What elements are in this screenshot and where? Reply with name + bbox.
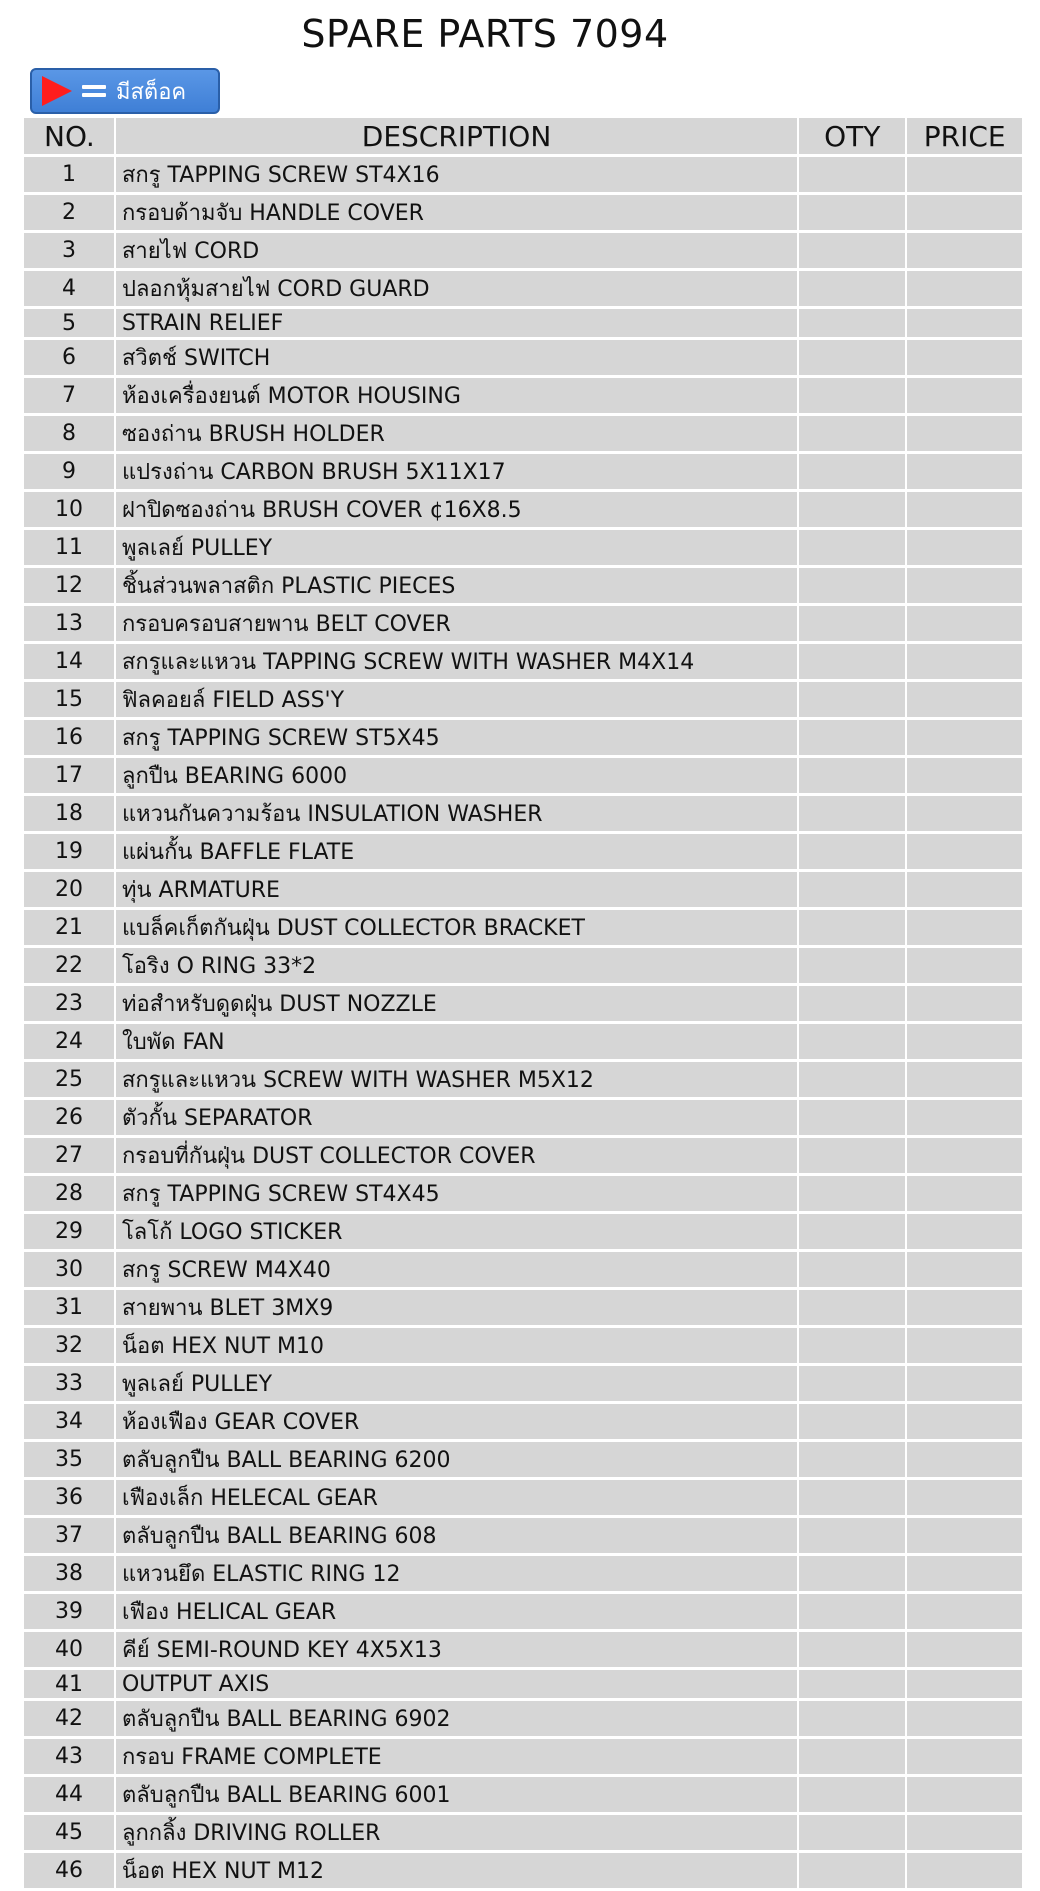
price-cell xyxy=(907,1366,1022,1401)
quantity-cell xyxy=(799,758,905,793)
price-cell xyxy=(907,1214,1022,1249)
part-number-cell: 34 xyxy=(24,1404,114,1439)
quantity-cell xyxy=(799,1176,905,1211)
quantity-cell xyxy=(799,416,905,451)
part-description-cell: สายพาน BLET 3MX9 xyxy=(116,1290,797,1325)
quantity-cell xyxy=(799,1853,905,1888)
part-description-cell: โอริง O RING 33*2 xyxy=(116,948,797,983)
quantity-cell xyxy=(799,720,905,755)
part-description-cell: กรอบครอบสายพาน BELT COVER xyxy=(116,606,797,641)
part-number-cell: 24 xyxy=(24,1024,114,1059)
table-row xyxy=(24,644,1022,679)
price-cell xyxy=(907,271,1022,306)
table-row xyxy=(24,834,1022,869)
table-row xyxy=(24,1024,1022,1059)
quantity-cell xyxy=(799,644,905,679)
table-row xyxy=(24,416,1022,451)
part-number-cell: 30 xyxy=(24,1252,114,1287)
price-cell xyxy=(907,233,1022,268)
part-description-cell: ตลับลูกปืน BALL BEARING 6200 xyxy=(116,1442,797,1477)
quantity-cell xyxy=(799,1138,905,1173)
table-row xyxy=(24,1777,1022,1812)
part-description-cell: สกรู TAPPING SCREW ST4X16 xyxy=(116,157,797,192)
table-row xyxy=(24,340,1022,375)
part-number-cell: 21 xyxy=(24,910,114,945)
part-number-cell: 8 xyxy=(24,416,114,451)
part-number-cell: 22 xyxy=(24,948,114,983)
price-cell xyxy=(907,1024,1022,1059)
part-description-cell: ลูกปืน BEARING 6000 xyxy=(116,758,797,793)
price-cell xyxy=(907,1480,1022,1515)
part-description-cell: ห้องเครื่องยนต์ MOTOR HOUSING xyxy=(116,378,797,413)
quantity-cell xyxy=(799,1328,905,1363)
quantity-cell xyxy=(799,1518,905,1553)
table-row xyxy=(24,1739,1022,1774)
quantity-cell xyxy=(799,1777,905,1812)
part-number-cell: 36 xyxy=(24,1480,114,1515)
part-number-cell: 6 xyxy=(24,340,114,375)
part-description-cell: แปรงถ่าน CARBON BRUSH 5X11X17 xyxy=(116,454,797,489)
part-description-cell: พูลเลย์ PULLEY xyxy=(116,530,797,565)
part-description-cell: เฟืองเล็ก HELECAL GEAR xyxy=(116,1480,797,1515)
table-row xyxy=(24,1252,1022,1287)
price-cell xyxy=(907,1328,1022,1363)
table-row xyxy=(24,1214,1022,1249)
quantity-cell xyxy=(799,1739,905,1774)
part-number-cell: 29 xyxy=(24,1214,114,1249)
quantity-cell xyxy=(799,492,905,527)
price-cell xyxy=(907,1404,1022,1439)
part-number-cell: 31 xyxy=(24,1290,114,1325)
price-cell xyxy=(907,948,1022,983)
price-cell xyxy=(907,1138,1022,1173)
part-description-cell: สกรู TAPPING SCREW ST4X45 xyxy=(116,1176,797,1211)
quantity-cell xyxy=(799,1701,905,1736)
part-number-cell: 23 xyxy=(24,986,114,1021)
price-cell xyxy=(907,157,1022,192)
price-cell xyxy=(907,872,1022,907)
quantity-cell xyxy=(799,309,905,337)
quantity-cell xyxy=(799,1670,905,1698)
table-row xyxy=(24,568,1022,603)
price-cell xyxy=(907,1701,1022,1736)
table-row xyxy=(24,1480,1022,1515)
header-qty: OTY xyxy=(799,118,905,154)
part-number-cell: 43 xyxy=(24,1739,114,1774)
part-description-cell: กรอบที่กันฝุ่น DUST COLLECTOR COVER xyxy=(116,1138,797,1173)
table-row xyxy=(24,1138,1022,1173)
quantity-cell xyxy=(799,910,905,945)
table-row xyxy=(24,530,1022,565)
part-description-cell: แหวนกันความร้อน INSULATION WASHER xyxy=(116,796,797,831)
part-number-cell: 14 xyxy=(24,644,114,679)
price-cell xyxy=(907,1518,1022,1553)
price-cell xyxy=(907,1176,1022,1211)
quantity-cell xyxy=(799,233,905,268)
price-cell xyxy=(907,1556,1022,1591)
in-stock-legend-button[interactable] xyxy=(30,68,220,114)
part-description-cell: สกรูและแหวน TAPPING SCREW WITH WASHER M4X14 xyxy=(116,644,797,679)
quantity-cell xyxy=(799,872,905,907)
part-number-cell: 27 xyxy=(24,1138,114,1173)
table-row xyxy=(24,1442,1022,1477)
table-row xyxy=(24,454,1022,489)
quantity-cell xyxy=(799,271,905,306)
table-row xyxy=(24,1670,1022,1698)
quantity-cell xyxy=(799,1556,905,1591)
part-description-cell: พูลเลย์ PULLEY xyxy=(116,1366,797,1401)
part-number-cell: 19 xyxy=(24,834,114,869)
table-header-row xyxy=(24,118,1022,154)
table-row xyxy=(24,309,1022,337)
quantity-cell xyxy=(799,1100,905,1135)
part-number-cell: 10 xyxy=(24,492,114,527)
quantity-cell xyxy=(799,682,905,717)
price-cell xyxy=(907,834,1022,869)
quantity-cell xyxy=(799,1632,905,1667)
price-cell xyxy=(907,378,1022,413)
part-description-cell: ฟิลคอยล์ FIELD ASS'Y xyxy=(116,682,797,717)
part-description-cell: แหวนยึด ELASTIC RING 12 xyxy=(116,1556,797,1591)
price-cell xyxy=(907,309,1022,337)
price-cell xyxy=(907,720,1022,755)
part-number-cell: 7 xyxy=(24,378,114,413)
quantity-cell xyxy=(799,1024,905,1059)
page-title: SPARE PARTS 7094 xyxy=(301,12,669,56)
table-row xyxy=(24,1328,1022,1363)
price-cell xyxy=(907,1777,1022,1812)
part-description-cell: น็อต HEX NUT M10 xyxy=(116,1328,797,1363)
part-number-cell: 37 xyxy=(24,1518,114,1553)
part-number-cell: 1 xyxy=(24,157,114,192)
quantity-cell xyxy=(799,195,905,230)
part-description-cell: แบล็คเก็ตกันฝุ่น DUST COLLECTOR BRACKET xyxy=(116,910,797,945)
table-row xyxy=(24,872,1022,907)
quantity-cell xyxy=(799,796,905,831)
part-number-cell: 45 xyxy=(24,1815,114,1850)
price-cell xyxy=(907,1062,1022,1097)
price-cell xyxy=(907,1594,1022,1629)
table-row xyxy=(24,378,1022,413)
quantity-cell xyxy=(799,1366,905,1401)
table-row xyxy=(24,948,1022,983)
part-description-cell: กรอบ FRAME COMPLETE xyxy=(116,1739,797,1774)
part-description-cell: ชิ้นส่วนพลาสติก PLASTIC PIECES xyxy=(116,568,797,603)
header-price: PRICE xyxy=(907,118,1022,154)
table-row xyxy=(24,758,1022,793)
part-number-cell: 39 xyxy=(24,1594,114,1629)
table-row xyxy=(24,1404,1022,1439)
part-number-cell: 13 xyxy=(24,606,114,641)
quantity-cell xyxy=(799,606,905,641)
quantity-cell xyxy=(799,834,905,869)
price-cell xyxy=(907,644,1022,679)
price-cell xyxy=(907,492,1022,527)
part-description-cell: ตลับลูกปืน BALL BEARING 608 xyxy=(116,1518,797,1553)
price-cell xyxy=(907,1442,1022,1477)
part-description-cell: สกรู TAPPING SCREW ST5X45 xyxy=(116,720,797,755)
part-description-cell: คีย์ SEMI-ROUND KEY 4X5X13 xyxy=(116,1632,797,1667)
part-number-cell: 20 xyxy=(24,872,114,907)
part-number-cell: 2 xyxy=(24,195,114,230)
part-description-cell: ปลอกหุ้มสายไฟ CORD GUARD xyxy=(116,271,797,306)
part-number-cell: 32 xyxy=(24,1328,114,1363)
table-row xyxy=(24,1632,1022,1667)
part-number-cell: 15 xyxy=(24,682,114,717)
part-description-cell: สกรูและแหวน SCREW WITH WASHER M5X12 xyxy=(116,1062,797,1097)
part-number-cell: 5 xyxy=(24,309,114,337)
price-cell xyxy=(907,195,1022,230)
table-row xyxy=(24,157,1022,192)
table-row xyxy=(24,720,1022,755)
price-cell xyxy=(907,1853,1022,1888)
part-description-cell: ฝาปิดซองถ่าน BRUSH COVER ¢16X8.5 xyxy=(116,492,797,527)
part-number-cell: 28 xyxy=(24,1176,114,1211)
part-number-cell: 18 xyxy=(24,796,114,831)
table-row xyxy=(24,1290,1022,1325)
table-row xyxy=(24,1853,1022,1888)
part-number-cell: 42 xyxy=(24,1701,114,1736)
in-stock-label: มีสต็อค xyxy=(116,79,187,105)
part-number-cell: 25 xyxy=(24,1062,114,1097)
quantity-cell xyxy=(799,1290,905,1325)
table-row xyxy=(24,1366,1022,1401)
table-row xyxy=(24,1594,1022,1629)
price-cell xyxy=(907,340,1022,375)
quantity-cell xyxy=(799,1062,905,1097)
price-cell xyxy=(907,1815,1022,1850)
part-description-cell: STRAIN RELIEF xyxy=(116,309,797,337)
table-row xyxy=(24,1518,1022,1553)
price-cell xyxy=(907,1632,1022,1667)
quantity-cell xyxy=(799,1815,905,1850)
price-cell xyxy=(907,1739,1022,1774)
table-row xyxy=(24,1815,1022,1850)
play-icon xyxy=(42,76,72,106)
table-row xyxy=(24,606,1022,641)
part-number-cell: 11 xyxy=(24,530,114,565)
part-description-cell: ท่อสำหรับดูดฝุ่น DUST NOZZLE xyxy=(116,986,797,1021)
price-cell xyxy=(907,758,1022,793)
part-number-cell: 41 xyxy=(24,1670,114,1698)
price-cell xyxy=(907,568,1022,603)
part-number-cell: 26 xyxy=(24,1100,114,1135)
table-row xyxy=(24,1100,1022,1135)
part-number-cell: 35 xyxy=(24,1442,114,1477)
quantity-cell xyxy=(799,1442,905,1477)
spare-parts-table xyxy=(22,115,1024,1891)
table-row xyxy=(24,1701,1022,1736)
part-number-cell: 3 xyxy=(24,233,114,268)
table-body xyxy=(24,157,1022,1888)
price-cell xyxy=(907,1670,1022,1698)
part-description-cell: ซองถ่าน BRUSH HOLDER xyxy=(116,416,797,451)
part-number-cell: 33 xyxy=(24,1366,114,1401)
price-cell xyxy=(907,530,1022,565)
quantity-cell xyxy=(799,157,905,192)
price-cell xyxy=(907,796,1022,831)
quantity-cell xyxy=(799,378,905,413)
quantity-cell xyxy=(799,454,905,489)
table-row xyxy=(24,796,1022,831)
quantity-cell xyxy=(799,1404,905,1439)
price-cell xyxy=(907,1100,1022,1135)
part-number-cell: 46 xyxy=(24,1853,114,1888)
part-description-cell: ใบพัด FAN xyxy=(116,1024,797,1059)
part-description-cell: แผ่นกั้น BAFFLE FLATE xyxy=(116,834,797,869)
part-description-cell: ห้องเฟือง GEAR COVER xyxy=(116,1404,797,1439)
part-number-cell: 4 xyxy=(24,271,114,306)
quantity-cell xyxy=(799,530,905,565)
header-no: NO. xyxy=(24,118,114,154)
part-description-cell: น็อต HEX NUT M12 xyxy=(116,1853,797,1888)
price-cell xyxy=(907,910,1022,945)
table-row xyxy=(24,233,1022,268)
part-description-cell: ตลับลูกปืน BALL BEARING 6001 xyxy=(116,1777,797,1812)
quantity-cell xyxy=(799,1480,905,1515)
price-cell xyxy=(907,986,1022,1021)
part-description-cell: กรอบด้ามจับ HANDLE COVER xyxy=(116,195,797,230)
part-description-cell: โลโก้ LOGO STICKER xyxy=(116,1214,797,1249)
table-row xyxy=(24,1062,1022,1097)
part-number-cell: 9 xyxy=(24,454,114,489)
part-description-cell: ทุ่น ARMATURE xyxy=(116,872,797,907)
table-row xyxy=(24,682,1022,717)
part-number-cell: 16 xyxy=(24,720,114,755)
quantity-cell xyxy=(799,1594,905,1629)
quantity-cell xyxy=(799,1214,905,1249)
quantity-cell xyxy=(799,948,905,983)
quantity-cell xyxy=(799,986,905,1021)
price-cell xyxy=(907,416,1022,451)
part-description-cell: สายไฟ CORD xyxy=(116,233,797,268)
table-row xyxy=(24,271,1022,306)
price-cell xyxy=(907,682,1022,717)
price-cell xyxy=(907,454,1022,489)
part-number-cell: 12 xyxy=(24,568,114,603)
part-description-cell: สวิตช์ SWITCH xyxy=(116,340,797,375)
part-description-cell: ตลับลูกปืน BALL BEARING 6902 xyxy=(116,1701,797,1736)
part-number-cell: 38 xyxy=(24,1556,114,1591)
part-description-cell: ลูกกลิ้ง DRIVING ROLLER xyxy=(116,1815,797,1850)
table-row xyxy=(24,1556,1022,1591)
table-row xyxy=(24,492,1022,527)
price-cell xyxy=(907,1252,1022,1287)
quantity-cell xyxy=(799,340,905,375)
part-number-cell: 17 xyxy=(24,758,114,793)
equals-icon xyxy=(82,83,106,99)
price-cell xyxy=(907,606,1022,641)
table-row xyxy=(24,1176,1022,1211)
table-row xyxy=(24,986,1022,1021)
header-description: DESCRIPTION xyxy=(116,118,797,154)
table-row xyxy=(24,195,1022,230)
part-description-cell: เฟือง HELICAL GEAR xyxy=(116,1594,797,1629)
part-number-cell: 40 xyxy=(24,1632,114,1667)
quantity-cell xyxy=(799,1252,905,1287)
quantity-cell xyxy=(799,568,905,603)
part-description-cell: ตัวกั้น SEPARATOR xyxy=(116,1100,797,1135)
part-description-cell: สกรู SCREW M4X40 xyxy=(116,1252,797,1287)
part-number-cell: 44 xyxy=(24,1777,114,1812)
part-description-cell: OUTPUT AXIS xyxy=(116,1670,797,1698)
table-row xyxy=(24,910,1022,945)
price-cell xyxy=(907,1290,1022,1325)
